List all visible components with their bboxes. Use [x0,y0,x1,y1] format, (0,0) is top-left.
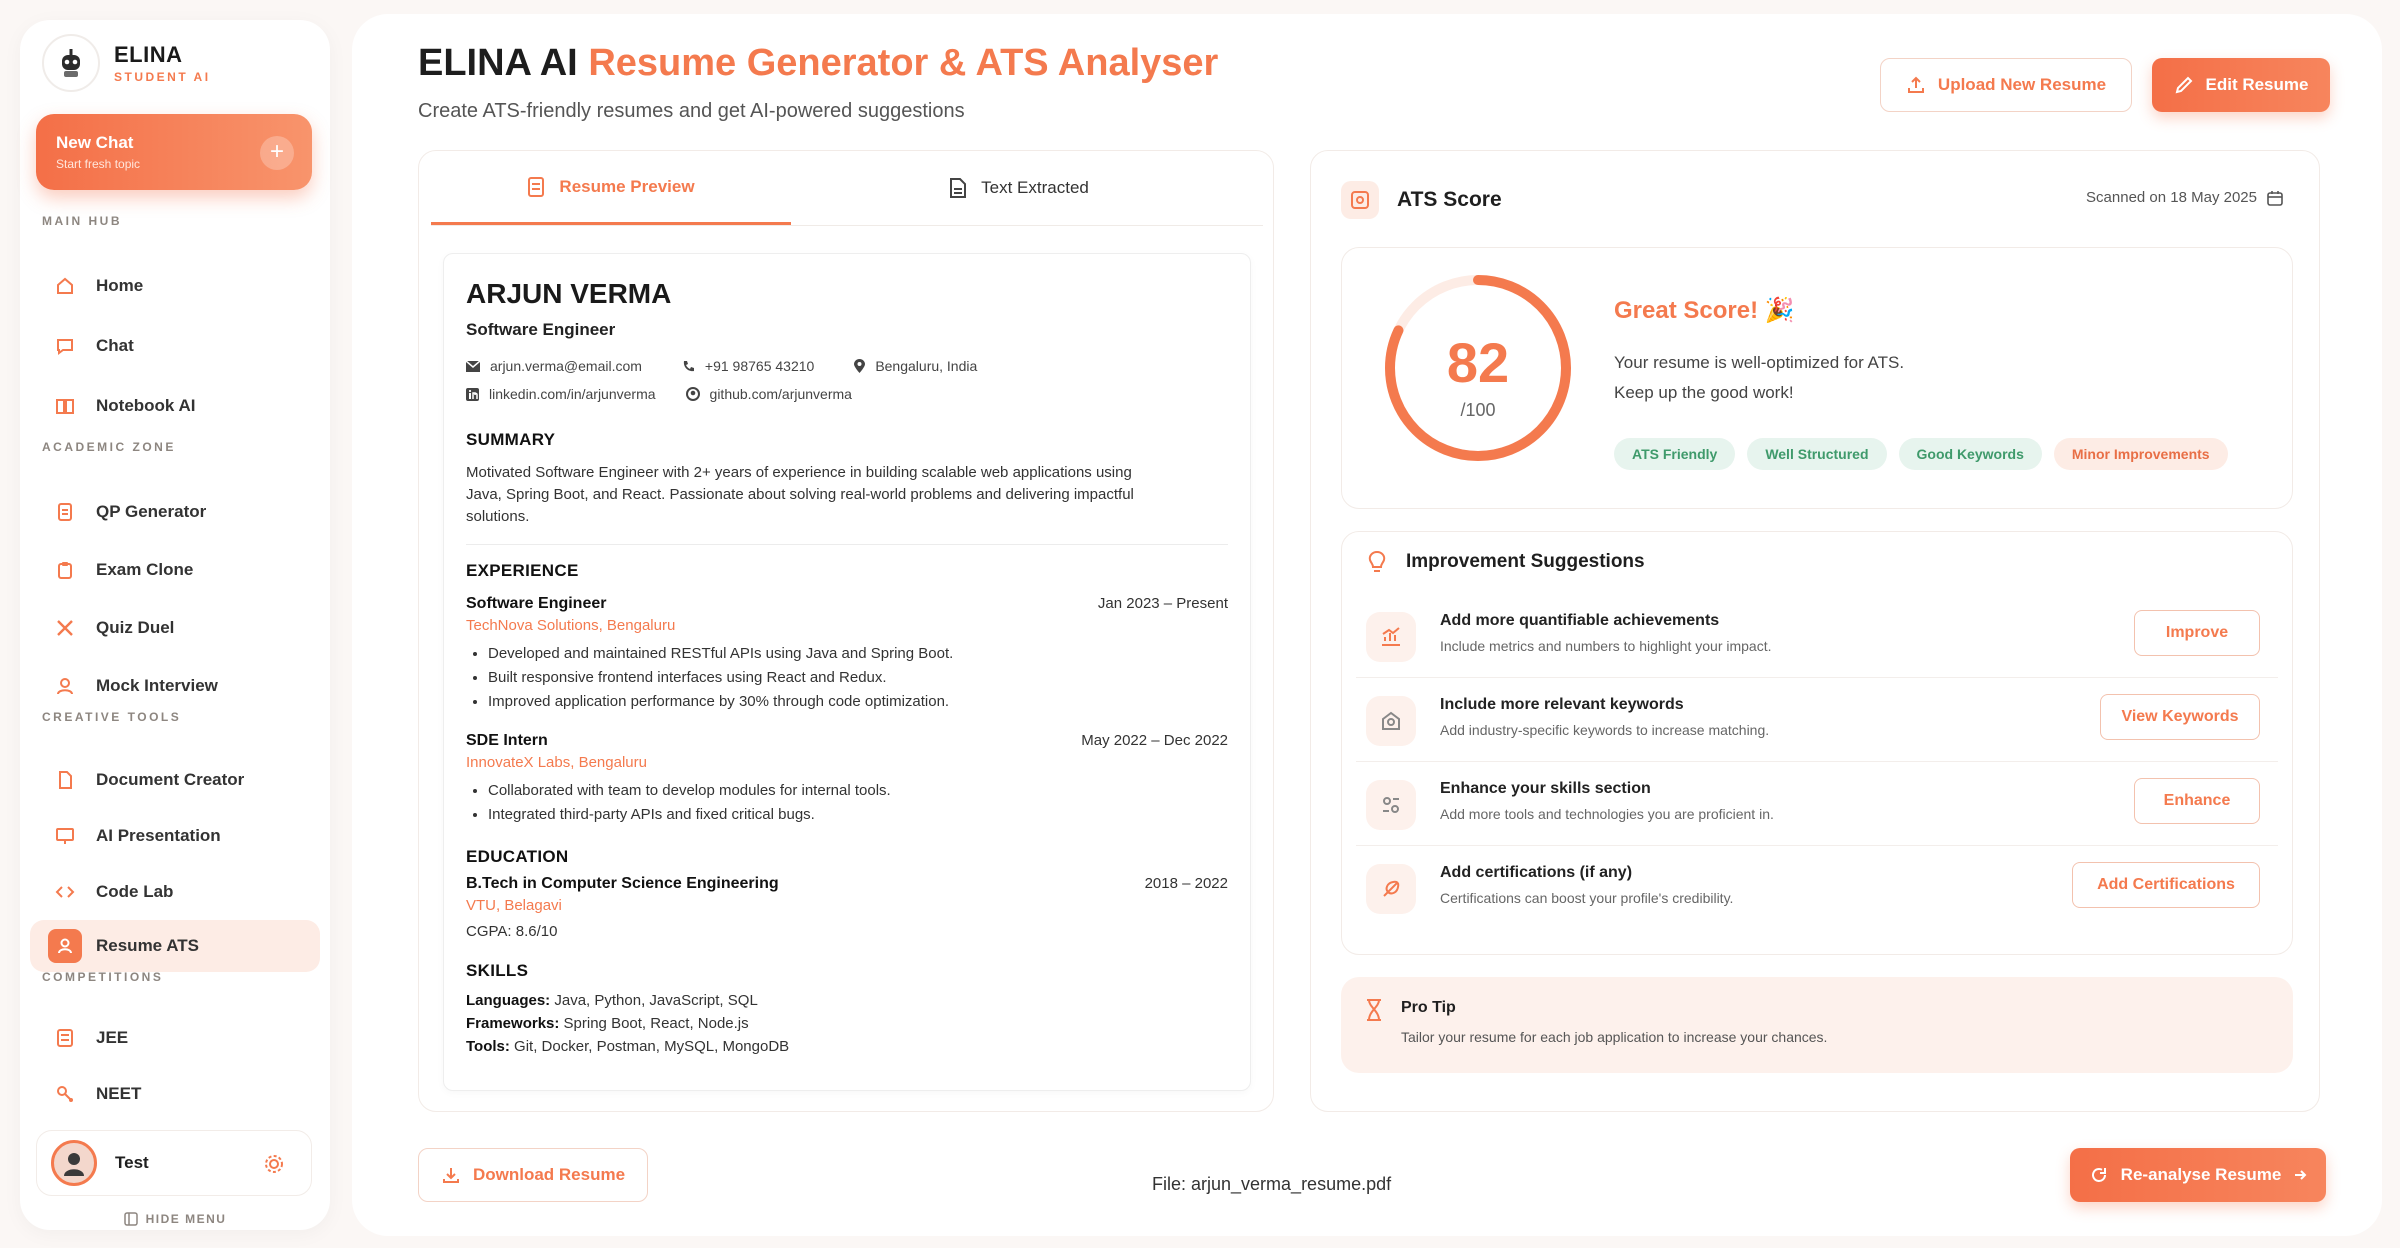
tab-divider [431,225,1263,226]
skill-value: Git, Docker, Postman, MySQL, MongoDB [509,1038,790,1055]
skills-icon [1366,780,1416,830]
sidebar-item-quiz-duel[interactable] [30,602,320,654]
arrow-right-icon [2293,1168,2307,1182]
job-title: Software Engineer [466,595,607,612]
calendar-icon [2267,190,2283,206]
user-name: Test [115,1153,149,1172]
file-name: File: arjun_verma_resume.pdf [1152,1174,1392,1194]
pro-tip-title: Pro Tip [1401,999,1456,1016]
summary-text: Motivated Software Engineer with 2+ years of experience in building scalable web applications using Java, Spring Boot, and React. Passionate about solving real-world problems and delivering impactful solutions. [466,464,1134,525]
resume-email[interactable]: arjun.verma@email.com [490,358,642,374]
list-item: • Integrated third-party APIs and fixed critical bugs. [488,803,1228,827]
job-title: SDE Intern [466,732,548,749]
job-date: Jan 2023 – Present [1097,595,1228,612]
sidebar-item-jee[interactable] [30,1012,320,1064]
gear-icon[interactable] [263,1153,285,1175]
sidebar-item-label: QP Generator [96,502,207,521]
home-icon [54,275,76,297]
pro-tip [1341,977,2293,1073]
sidebar-item-label: Exam Clone [96,560,194,579]
ats-header [1341,181,1502,219]
experience-heading: EXPERIENCE [466,561,579,580]
section-main-hub: MAIN HUB [42,214,122,228]
sidebar-item-qp-generator[interactable] [30,486,320,538]
ats-heading: ATS Score [1397,188,1502,211]
skills-heading: SKILLS [466,961,529,980]
resume-name: ARJUN VERMA [466,278,672,309]
resume-icon [48,929,82,963]
skill-key: Languages: [466,992,551,1009]
chip-well-structured: Well Structured [1747,438,1886,470]
suggestion-title: Include more relevant keywords [1440,696,1684,713]
suggestions-card [1341,531,2293,955]
suggestion-row [1356,762,2278,846]
download-icon [441,1165,461,1185]
sidebar-item-label: Mock Interview [96,676,218,695]
download-label: Download Resume [472,1165,626,1184]
resume-location: Bengaluru, India [875,358,978,374]
reanalyse-resume-button[interactable] [2070,1148,2326,1202]
user-icon [54,675,76,697]
divider [466,544,1228,545]
suggestion-title: Add more quantifiable achievements [1440,612,1720,629]
sidebar-item-label: AI Presentation [96,826,221,845]
sidebar-item-resume-ats[interactable] [30,920,320,972]
suggestion-desc: Certifications can boost your profile's credibility. [1440,890,1734,906]
education-header [466,875,1228,893]
job-org: TechNova Solutions, Bengaluru [466,617,676,634]
ats-score-icon [1341,181,1379,219]
hide-menu-label: HIDE MENU [145,1212,227,1226]
sidebar-item-notebook-ai[interactable] [30,380,320,432]
chat-icon [54,335,76,357]
contact-row [466,358,1228,374]
education-heading: EDUCATION [466,847,569,866]
degree-years: 2018 – 2022 [1144,875,1228,892]
sidebar-item-label: Chat [96,336,134,355]
new-chat-button[interactable] [36,114,312,190]
sidebar-item-chat[interactable] [30,320,320,372]
sidebar-item-label: NEET [96,1084,142,1103]
suggestion-row [1356,846,2278,930]
title-accent: Resume Generator & ATS Analyser [588,42,1219,84]
suggestion-row [1356,594,2278,678]
resume-role: Software Engineer [466,320,616,339]
job-date: May 2022 – Dec 2022 [1081,732,1228,749]
scanned-date [2086,189,2283,206]
skill-line [466,1035,1228,1058]
keyword-icon [1366,696,1416,746]
phone-icon [682,360,695,373]
sidebar-item-exam-clone[interactable] [30,544,320,596]
upload-resume-button[interactable] [1880,58,2132,112]
score-desc-line: Keep up the good work! [1614,383,1794,402]
refresh-icon [2089,1165,2109,1185]
sidebar [20,20,330,1230]
sidebar-toggle-icon [124,1212,138,1226]
suggestion-desc: Include metrics and numbers to highlight your impact. [1440,638,1772,654]
resume-document [443,253,1251,1091]
github-icon [686,387,700,401]
skill-value: Spring Boot, React, Node.js [559,1015,749,1032]
add-certifications-button[interactable]: Add Certifications [2072,862,2260,908]
section-competitions: COMPETITIONS [42,970,164,984]
ats-panel [1310,150,2320,1112]
score-verdict: Great Score! 🎉 [1614,297,1795,324]
upload-icon [1906,75,1926,95]
medical-icon [54,1083,76,1105]
tab-text-extracted[interactable] [819,151,1219,225]
chart-icon [1366,612,1416,662]
document-icon [527,177,545,197]
degree: B.Tech in Computer Science Engineering [466,875,779,892]
lightbulb-icon [1366,550,1388,574]
brand-subtitle: STUDENT AI [114,70,211,84]
swords-icon [54,617,76,639]
page-subtitle: Create ATS-friendly resumes and get AI-powered suggestions [418,100,965,122]
improve-button[interactable]: Improve [2134,610,2260,656]
new-chat-title: New Chat [56,133,134,152]
links-row [466,386,1228,402]
plus-icon: + [260,136,294,170]
suggestion-desc: Add more tools and technologies you are proficient in. [1440,806,1774,822]
linkedin-icon [466,388,479,401]
location-icon [854,359,865,373]
brand[interactable] [42,34,211,92]
score-gauge [1380,270,1576,466]
skill-value: Java, Python, JavaScript, SQL [550,992,758,1009]
college: VTU, Belagavi [466,897,562,914]
new-chat-subtitle: Start fresh topic [56,157,141,171]
robot-logo-icon [42,34,100,92]
view-keywords-button[interactable]: View Keywords [2100,694,2260,740]
score-max: /100 [1460,400,1496,420]
job-bullets [466,779,1228,827]
skill-key: Tools: [466,1038,510,1055]
clipboard-icon [54,559,76,581]
sidebar-item-code-lab[interactable] [30,866,320,918]
avatar [51,1140,97,1186]
chip-good-keywords: Good Keywords [1899,438,2042,470]
resume-github[interactable]: github.com/arjunverma [709,386,852,402]
mail-icon [466,361,480,372]
sidebar-item-document-creator[interactable] [30,754,320,806]
edit-resume-button[interactable] [2152,58,2330,112]
reanalyse-label: Re-analyse Resume [2120,1165,2282,1184]
score-chips [1614,438,2228,470]
skill-line [466,1012,1228,1035]
list-item: • Developed and maintained RESTful APIs using Java and Spring Boot. [488,642,1228,666]
suggestion-title: Enhance your skills section [1440,780,1651,797]
job-header [466,732,1228,750]
skills-list [466,989,1228,1058]
download-resume-button[interactable] [418,1148,648,1202]
hourglass-icon [1365,999,1383,1021]
sidebar-item-ai-presentation[interactable] [30,810,320,862]
section-academic-zone: ACADEMIC ZONE [42,440,176,454]
enhance-button[interactable]: Enhance [2134,778,2260,824]
code-icon [54,881,76,903]
pencil-icon [2174,75,2194,95]
resume-phone: +91 98765 43210 [704,358,815,374]
main-content [352,14,2382,1236]
cgpa: CGPA: 8.6/10 [466,923,558,940]
document-icon [54,501,76,523]
certificate-icon [1366,864,1416,914]
calculator-icon [54,1027,76,1049]
pro-tip-desc: Tailor your resume for each job application to increase your chances. [1401,1029,1828,1045]
job-bullets [466,642,1228,714]
file-text-icon [949,178,967,198]
edit-label: Edit Resume [2205,75,2309,94]
presentation-icon [54,825,76,847]
list-item: • Collaborated with team to develop modules for internal tools. [488,779,1228,803]
score-value: 82 [1446,331,1510,394]
sidebar-item-label: Quiz Duel [96,618,175,637]
page-title [418,42,1218,85]
sidebar-item-label: Home [96,276,144,295]
list-item: • Built responsive frontend interfaces using React and Redux. [488,666,1228,690]
suggestion-desc: Add industry-specific keywords to increase matching. [1440,722,1770,738]
sidebar-item-label: Resume ATS [96,936,199,955]
job-header [466,595,1228,613]
scanned-text: Scanned on 18 May 2025 [2086,189,2257,206]
chip-minor-improvements: Minor Improvements [2054,438,2228,470]
hide-menu-button[interactable] [20,1212,330,1226]
score-card [1341,247,2293,509]
section-creative-tools: CREATIVE TOOLS [42,710,182,724]
suggestions-heading: Improvement Suggestions [1406,551,1645,572]
file-icon [54,769,76,791]
sidebar-item-label: Document Creator [96,770,245,789]
score-description [1614,348,1904,408]
score-desc-line: Your resume is well-optimized for ATS. [1614,353,1905,372]
job-org: InnovateX Labs, Bengaluru [466,754,647,771]
user-profile[interactable] [36,1130,312,1196]
sidebar-item-neet[interactable] [30,1068,320,1120]
sidebar-item-mock-interview[interactable] [30,660,320,712]
sidebar-item-label: JEE [96,1028,129,1047]
tab-label: Resume Preview [559,176,695,196]
suggestion-row [1356,678,2278,762]
tab-resume-preview[interactable] [431,151,791,225]
tab-label: Text Extracted [981,178,1089,197]
brand-name: ELINA [114,42,183,67]
suggestion-title: Add certifications (if any) [1440,864,1633,881]
skill-line [466,989,1228,1012]
resume-panel [418,150,1274,1112]
sidebar-item-label: Code Lab [96,882,174,901]
summary-heading: SUMMARY [466,430,556,449]
book-icon [54,395,76,417]
title-prefix: ELINA AI [418,42,578,84]
list-item: • Improved application performance by 30% through code optimization. [488,690,1228,714]
suggestions-header [1366,550,1645,574]
sidebar-item-home[interactable] [30,260,320,312]
skill-key: Frameworks: [466,1015,560,1032]
resume-linkedin[interactable]: linkedin.com/in/arjunverma [489,386,656,402]
chip-ats-friendly: ATS Friendly [1614,438,1735,470]
sidebar-item-label: Notebook AI [96,396,196,415]
upload-label: Upload New Resume [1937,75,2107,94]
